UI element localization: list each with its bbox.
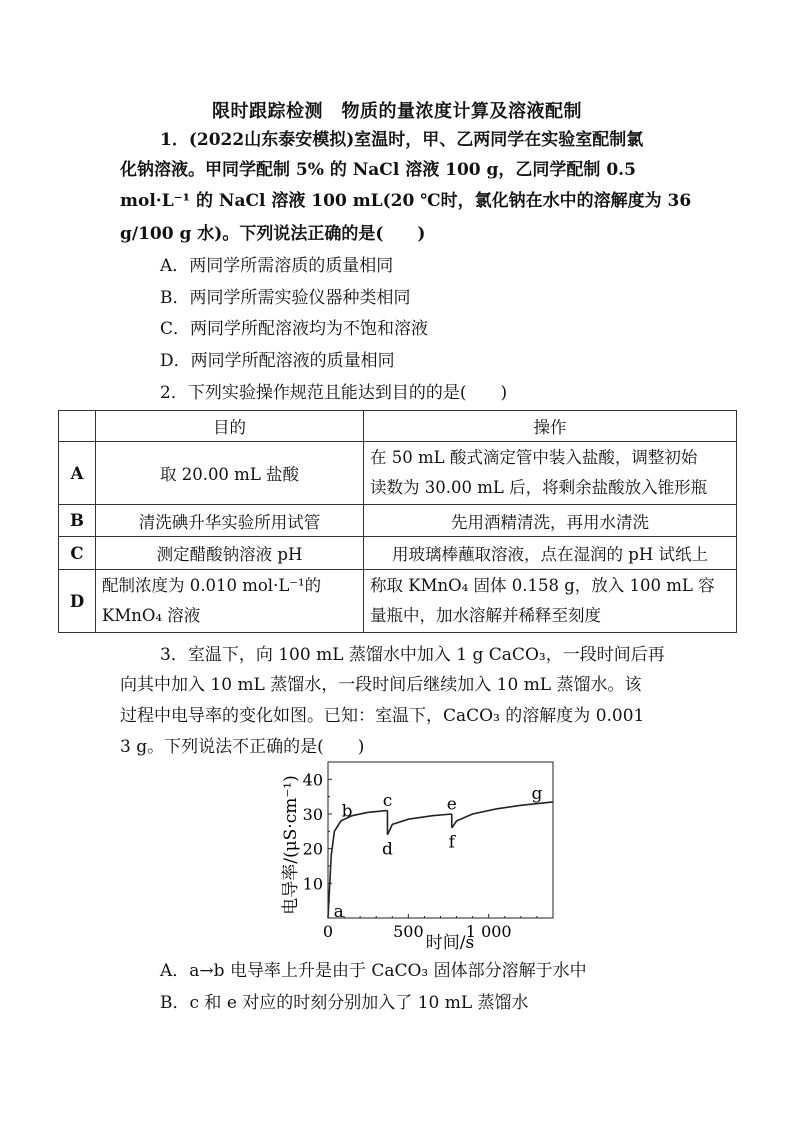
point-label-e: e: [446, 794, 457, 815]
chart-axes: [328, 762, 553, 918]
q1-line3: mol·L⁻¹ 的 NaCl 溶液 100 mL(20 ℃时，氯化钠在水中的溶解度为 36: [120, 191, 692, 211]
row-operation: [364, 570, 737, 633]
point-label-b: b: [341, 801, 353, 822]
x-tick-label: 1 000: [465, 922, 512, 941]
q3-line4: 3 g。下列说法不正确的是( ): [120, 737, 365, 757]
row-key: C: [59, 537, 96, 570]
y-tick-label: 30: [302, 805, 323, 824]
plot-frame: [328, 762, 553, 918]
series-line-2: [388, 814, 452, 835]
q3-line2: 向其中加入 10 mL 蒸馏水，一段时间后继续加入 10 mL 蒸馏水。该: [120, 675, 642, 695]
point-label-d: d: [382, 839, 393, 860]
chart-lines: [328, 802, 553, 918]
q3-option-a: A．a→b 电导率上升是由于 CaCO₃ 固体部分溶解于水中: [160, 961, 587, 981]
row-purpose-line: 配制浓度为 0.010 mol·L⁻¹的: [102, 576, 322, 595]
row-operation: 先用酒精清洗，再用水清洗: [364, 505, 737, 537]
conductivity-chart: [270, 750, 560, 955]
q1-line4: g/100 g 水)。下列说法正确的是( ): [120, 224, 426, 244]
row-purpose: [96, 570, 364, 633]
row-operation-line: 在 50 mL 酸式滴定管中装入盐酸，调整初始: [370, 448, 698, 467]
q1-option-d: D．两同学所配溶液的质量相同: [160, 351, 395, 371]
page-title: 限时跟踪检测 物质的量浓度计算及溶液配制: [212, 101, 582, 122]
y-tick-label: 40: [302, 770, 323, 790]
x-tick-label: 500: [393, 922, 424, 941]
table-header-operation: 操作: [364, 411, 737, 442]
q2-table: [58, 410, 737, 633]
row-purpose: 测定醋酸钠溶液 pH: [96, 537, 364, 570]
y-tick-label: 20: [302, 839, 323, 859]
q1-option-b: B．两同学所需实验仪器种类相同: [160, 288, 411, 308]
q2-stem: 2．下列实验操作规范且能达到目的的是( ): [160, 383, 508, 403]
chart-point-labels: [334, 784, 543, 922]
point-label-g: g: [531, 784, 543, 805]
q3-line3: 过程中电导率的变化如图。已知：室温下，CaCO₃ 的溶解度为 0.001: [120, 706, 645, 726]
table-header-row: [59, 411, 737, 442]
y-tick-label: 10: [302, 874, 323, 894]
table-header-purpose: 目的: [96, 411, 364, 442]
table-row: [59, 505, 737, 537]
x-axis-label: 时间/s: [425, 933, 475, 953]
table-row: [59, 442, 737, 505]
series-line-3: [452, 802, 553, 828]
point-label-c: c: [382, 791, 393, 812]
q1-option-c: C．两同学所配溶液均为不饱和溶液: [160, 319, 429, 339]
table-row: [59, 537, 737, 570]
table-header-blank: [59, 411, 96, 442]
q3-line1: 3．室温下，向 100 mL 蒸馏水中加入 1 g CaCO₃，一段时间后再: [160, 645, 665, 665]
point-label-a: a: [333, 902, 344, 923]
row-operation-line: 读数为 30.00 mL 后，将剩余盐酸放入锥形瓶: [370, 478, 708, 497]
row-key: A: [59, 442, 96, 505]
x-tick-label: 0: [322, 922, 334, 941]
q1-option-a: A．两同学所需溶质的质量相同: [160, 256, 394, 276]
q1-line2: 化钠溶液。甲同学配制 5% 的 NaCl 溶液 100 g，乙同学配制 0.5: [120, 160, 636, 180]
point-label-f: f: [448, 832, 455, 853]
row-purpose: 取 20.00 mL 盐酸: [96, 442, 364, 505]
row-operation: 用玻璃棒蘸取溶液，点在湿润的 pH 试纸上: [364, 537, 737, 570]
row-key: D: [59, 570, 96, 633]
row-operation: [364, 442, 737, 505]
row-operation-line: 称取 KMnO₄ 固体 0.158 g，放入 100 mL 容: [370, 576, 715, 595]
row-key: B: [59, 505, 96, 537]
q3-option-b: B．c 和 e 对应的时刻分别加入了 10 mL 蒸馏水: [160, 993, 529, 1013]
table-row: [59, 570, 737, 633]
q1-line1: 1．(2022山东泰安模拟)室温时，甲、乙两同学在实验室配制氯: [160, 130, 644, 150]
row-purpose-line: KMnO₄ 溶液: [102, 606, 201, 625]
row-operation-line: 量瓶中，加水溶解并稀释至刻度: [370, 606, 601, 625]
y-axis-label: 电导率/(μS·cm⁻¹): [281, 775, 301, 915]
row-purpose: 清洗碘升华实验所用试管: [96, 505, 364, 537]
